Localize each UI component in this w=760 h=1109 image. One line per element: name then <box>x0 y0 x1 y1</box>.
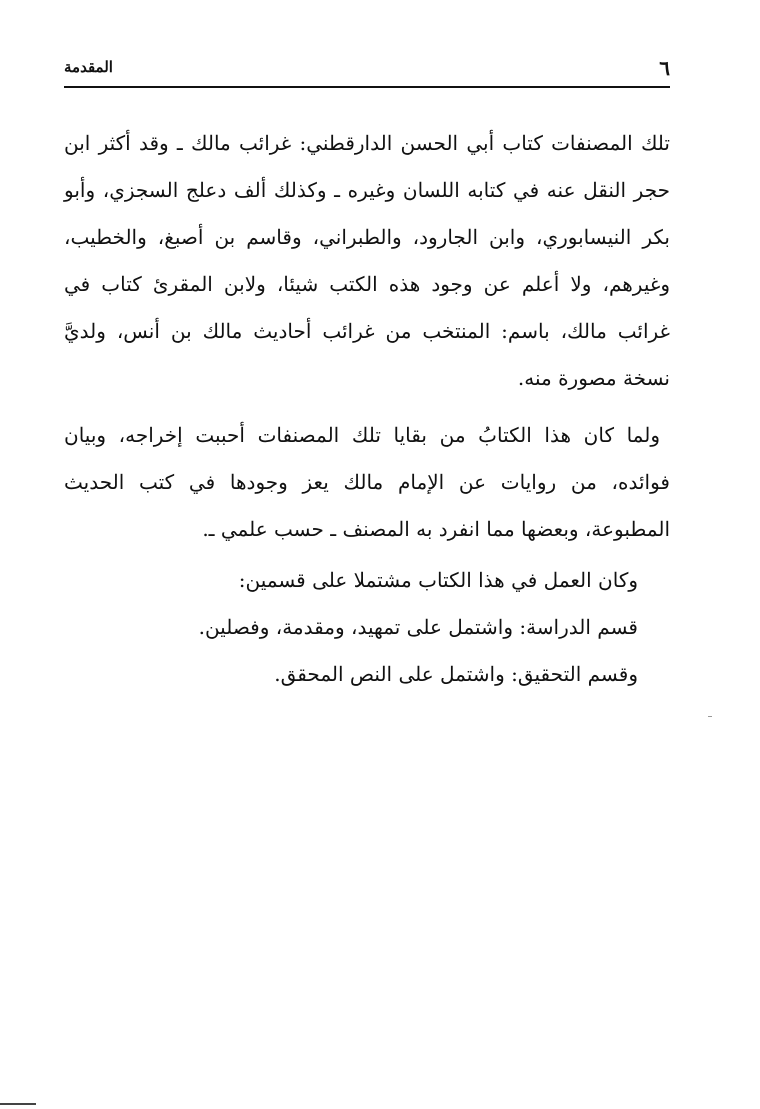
scan-speck <box>708 716 712 717</box>
scan-edge-mark <box>0 1103 36 1105</box>
paragraph-intro: تلك المصنفات كتاب أبي الحسن الدارقطني: غرائب مالك ـ وقد أكثر ابن حجر النقل عنه في كتابه اللسان وغيره ـ وكذلك ألف دعلج السجزي، وأبو بكر النيسابوري، وابن الجارود، والطبراني، وقاسم بن أصبغ، والخطيب، وغيرهم، ولا أعلم عن وجود هذه الكتب شيئا، ولابن المقرئ كتاب في غرائب مالك، باسم: المنتخب من غرائب أحاديث مالك بن أنس، ولديَّ نسخة مصورة منه. <box>64 131 670 390</box>
body-text <box>64 120 670 698</box>
paragraph-work-division: وكان العمل في هذا الكتاب مشتملا على قسمين: <box>238 568 638 592</box>
running-title: المقدمة <box>64 58 113 76</box>
paragraph-motivation: ولما كان هذا الكتابُ من بقايا تلك المصنفات أحببت إخراجه، وبيان فوائده، من روايات عن الإمام مالك يعز وجودها في كتب الحديث المطبوعة، وبعضها مما انفرد به المصنف ـ حسب علمي ـ. <box>64 423 670 541</box>
page-header <box>64 56 670 88</box>
page-number: ٦ <box>659 56 670 80</box>
paragraph-edition-section: وقسم التحقيق: واشتمل على النص المحقق. <box>274 662 638 686</box>
paragraph-study-section: قسم الدراسة: واشتمل على تمهيد، ومقدمة، وفصلين. <box>198 615 638 639</box>
